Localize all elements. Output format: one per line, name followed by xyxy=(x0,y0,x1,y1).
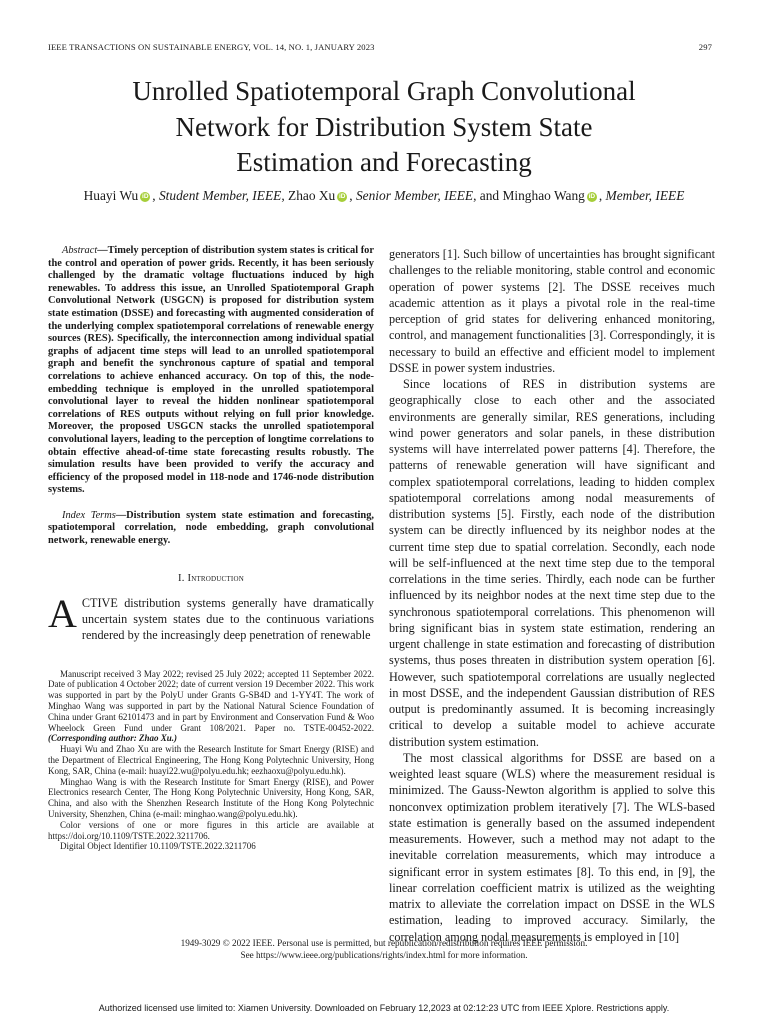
footnote-affiliation: Minghao Wang is with the Research Institute for Smart Energy (RISE), and Power Electronics research Center, The Hong Kong Polytechnic University, Hong Kong, SAR, China, and also with the Shenzhen Research Institute of the Hong Kong Polytechnic University, Shenzhen, China (e-mail: minghao.wang@polyu.edu.hk). xyxy=(48,776,374,819)
author-role: Student Member, IEEE xyxy=(158,188,282,203)
right-column xyxy=(389,246,715,945)
footnote-color: Color versions of one or more figures in this article are available at https://doi.org/10.1109/TSTE.2022.3211706. xyxy=(48,819,374,841)
index-terms-label: Index Terms xyxy=(62,509,116,521)
drop-cap: A xyxy=(48,590,77,636)
title-line: Network for Distribution System State xyxy=(175,111,593,142)
author-role: Member, IEEE xyxy=(605,188,685,203)
author-role: Senior Member, IEEE xyxy=(355,188,474,203)
author-name: Zhao Xu xyxy=(288,188,336,203)
page-number: 297 xyxy=(698,42,712,52)
footnote-affiliation: Huayi Wu and Zhao Xu are with the Research Institute for Smart Energy (RISE) and the Department of Electrical Engineering, The Hong Kong Polytechnic University, Hong Kong, SAR, China (e-mail: huayi22.wu@polyu.edu.hk; eezhaoxu@polyu.edu.hk). xyxy=(48,744,374,776)
body-paragraph: The most classical algorithms for DSSE are based on a weighted least square (WLS) where the measurement residual is minimized. The Gauss-Newton algorithm is applied to solve this nonconvex optimization problem iteratively [7]. The WLS-based state estimation is generally based on the assumed independent measurements. However, such a method may not adapt to the inevitable correlation measurements, which may introduce a significant error in system estimates [8]. To this end, in [9], the linear correlation coefficient matrix is utilized as the weighting matrix to alleviate the correlation impact on DSSE in the WLS estimation, leading to improved accuracy. Similarly, the correlation among nodal measurements is employed in [10] xyxy=(389,750,715,944)
footnote-text: Manuscript received 3 May 2022; revised 25 July 2022; accepted 11 September 2022. Date of publication 4 October 2022; date of current version 19 December 2022. This work was supported in part by the PolyU under Grants G-SB4D and 1-YY4T. The work of Minghao Wang was supported in part by the National Natural Science Foundation of China under Grant 62101473 and in part by Environment and Conservation Fund & Woo Wheelock Green Fund under Grant 108/2021. Paper no. TSTE-00452-2022. xyxy=(48,668,374,733)
copyright-line: See https://www.ieee.org/publications/rights/index.html for more information. xyxy=(240,949,528,960)
orcid-icon[interactable]: iD xyxy=(142,193,149,200)
orcid-icon[interactable]: iD xyxy=(588,193,596,200)
title-line: Unrolled Spatiotemporal Graph Convolutional xyxy=(132,76,636,106)
copyright-line: 1949-3029 © 2022 IEEE. Personal use is permitted, but republication/redistribution requires IEEE permission. xyxy=(180,938,588,948)
body-paragraph: Since locations of RES in distribution systems are geographically close to each other and the associated environments are generally similar, RES generations, including wind power generators and solar panels, in these distribution systems will have interrelated power patterns [4]. Therefore, the patterns of renewable generation will have significant and complex spatiotemporal correlations, leading to hidden complex spatiotemporal correlations among nodal measurements of distribution systems [5]. Firstly, each node of the distribution system can be directly influenced by its neighbor nodes at the current time step due to spatial correlation. Secondly, each node will be self-influenced at the next time step due to the temporal correlations in the time series. Thirdly, each node can be further influenced by its neighbor nodes at the next time step due to the synchronous spatiotemporal correlations. This phenomenon will bring significant bias in system state estimation, rendering an urgent challenge in state estimation and forecasting of distribution systems, thus poses threaten in distribution system operation [6]. However, such spatiotemporal correlations are usually neglected in most DSSE, and the independent Gaussian distribution of RES output is predominantly assumed. It is becoming increasingly critical to develop a suitable model to achieve accurate distribution system estimation. xyxy=(389,377,715,749)
left-column xyxy=(48,245,374,852)
index-terms-text: —Distribution system state estimation and forecasting, spatiotemporal correlation, node embedding, graph convolutional network, renewable energy. xyxy=(48,509,374,547)
intro-text: CTIVE distribution systems generally have dramatically uncertain system states due to the continuous variations rendered by the increasingly deep penetration of renewable xyxy=(81,595,374,643)
corresponding-author: (Corresponding author: Zhao Xu.) xyxy=(48,733,178,744)
copyright-notice xyxy=(0,938,768,961)
license-notice: Authorized licensed use limited to: Xiamen University. Downloaded on February 12,2023 at 02:12:23 UTC from IEEE Xplore. Restrictions apply. xyxy=(98,1003,670,1013)
index-terms xyxy=(48,510,374,548)
paper-title xyxy=(40,74,728,181)
section-heading xyxy=(48,573,374,584)
section-title: Introduction xyxy=(187,572,244,584)
author-name: Minghao Wang xyxy=(502,188,585,203)
author-list: Huayi Wu iD , Student Member, IEEE, Zhao Xu iD , Senior Member, IEEE, and Minghao Wang iD , Member, IEEE xyxy=(83,188,685,203)
running-header xyxy=(48,42,712,52)
orcid-icon[interactable]: iD xyxy=(339,193,346,200)
footnote-doi: Digital Object Identifier 10.1109/TSTE.2022.3211706 xyxy=(60,841,256,852)
intro-paragraph xyxy=(48,590,374,644)
footnote-manuscript xyxy=(48,669,374,745)
abstract xyxy=(48,245,374,497)
author-name: Huayi Wu xyxy=(83,188,139,203)
author-connector: , and xyxy=(473,188,503,203)
abstract-text: —Timely perception of distribution system states is critical for the control and operation of power grids. Recently, it has been seriously challenged by the dramatic voltage fluctuations induced by high renewables. To address this issue, an Unrolled Spatiotemporal Graph Convolutional Network (USGCN) is proposed for distribution system state estimation (DSSE) and forecasting with augmented consideration of the underlying complex spatiotemporal correlations of renewable energy sources (RES). Specifically, the interconnection among individual spatial graphs of adjacent time steps will lead to an unrolled spatiotemporal graph and benefit the synchronous capture of spatial and temporal correlations to achieve enhanced accuracy. On top of this, the node-embedding technique is employed in the unrolled spatiotemporal convolutional layer to reveal the hidden nonlinear spatiotemporal correlations of RES outputs without relying on full prior knowledge. Moreover, the proposed USGCN stacks the unrolled spatiotemporal convolutional layers, leading to the perception of longtime correlations to obtain effective ahead-of-time state forecasting results robustly. The simulation results have been provided to verify the accuracy and efficiency of the proposed model in 118-node and 1746-node distribution systems. xyxy=(48,245,374,496)
journal-name: IEEE TRANSACTIONS ON SUSTAINABLE ENERGY, VOL. 14, NO. 1, JANUARY 2023 xyxy=(48,42,375,52)
footnotes xyxy=(48,669,374,853)
section-number: I. xyxy=(178,572,188,584)
abstract-label: Abstract xyxy=(62,245,98,256)
title-line: Estimation and Forecasting xyxy=(236,147,532,177)
body-paragraph: generators [1]. Such billow of uncertainties has brought significant challenges to the reliable monitoring, stable control and economic operation of power systems [2]. The DSSE receives much academic attention as it plays a pivotal role in the real-time perception of grid states for delivering enhanced monitoring, control, and management functionalities [3]. Correspondingly, it is necessary to build an effective and efficient model to implement DSSE in power system industries. xyxy=(389,247,715,375)
